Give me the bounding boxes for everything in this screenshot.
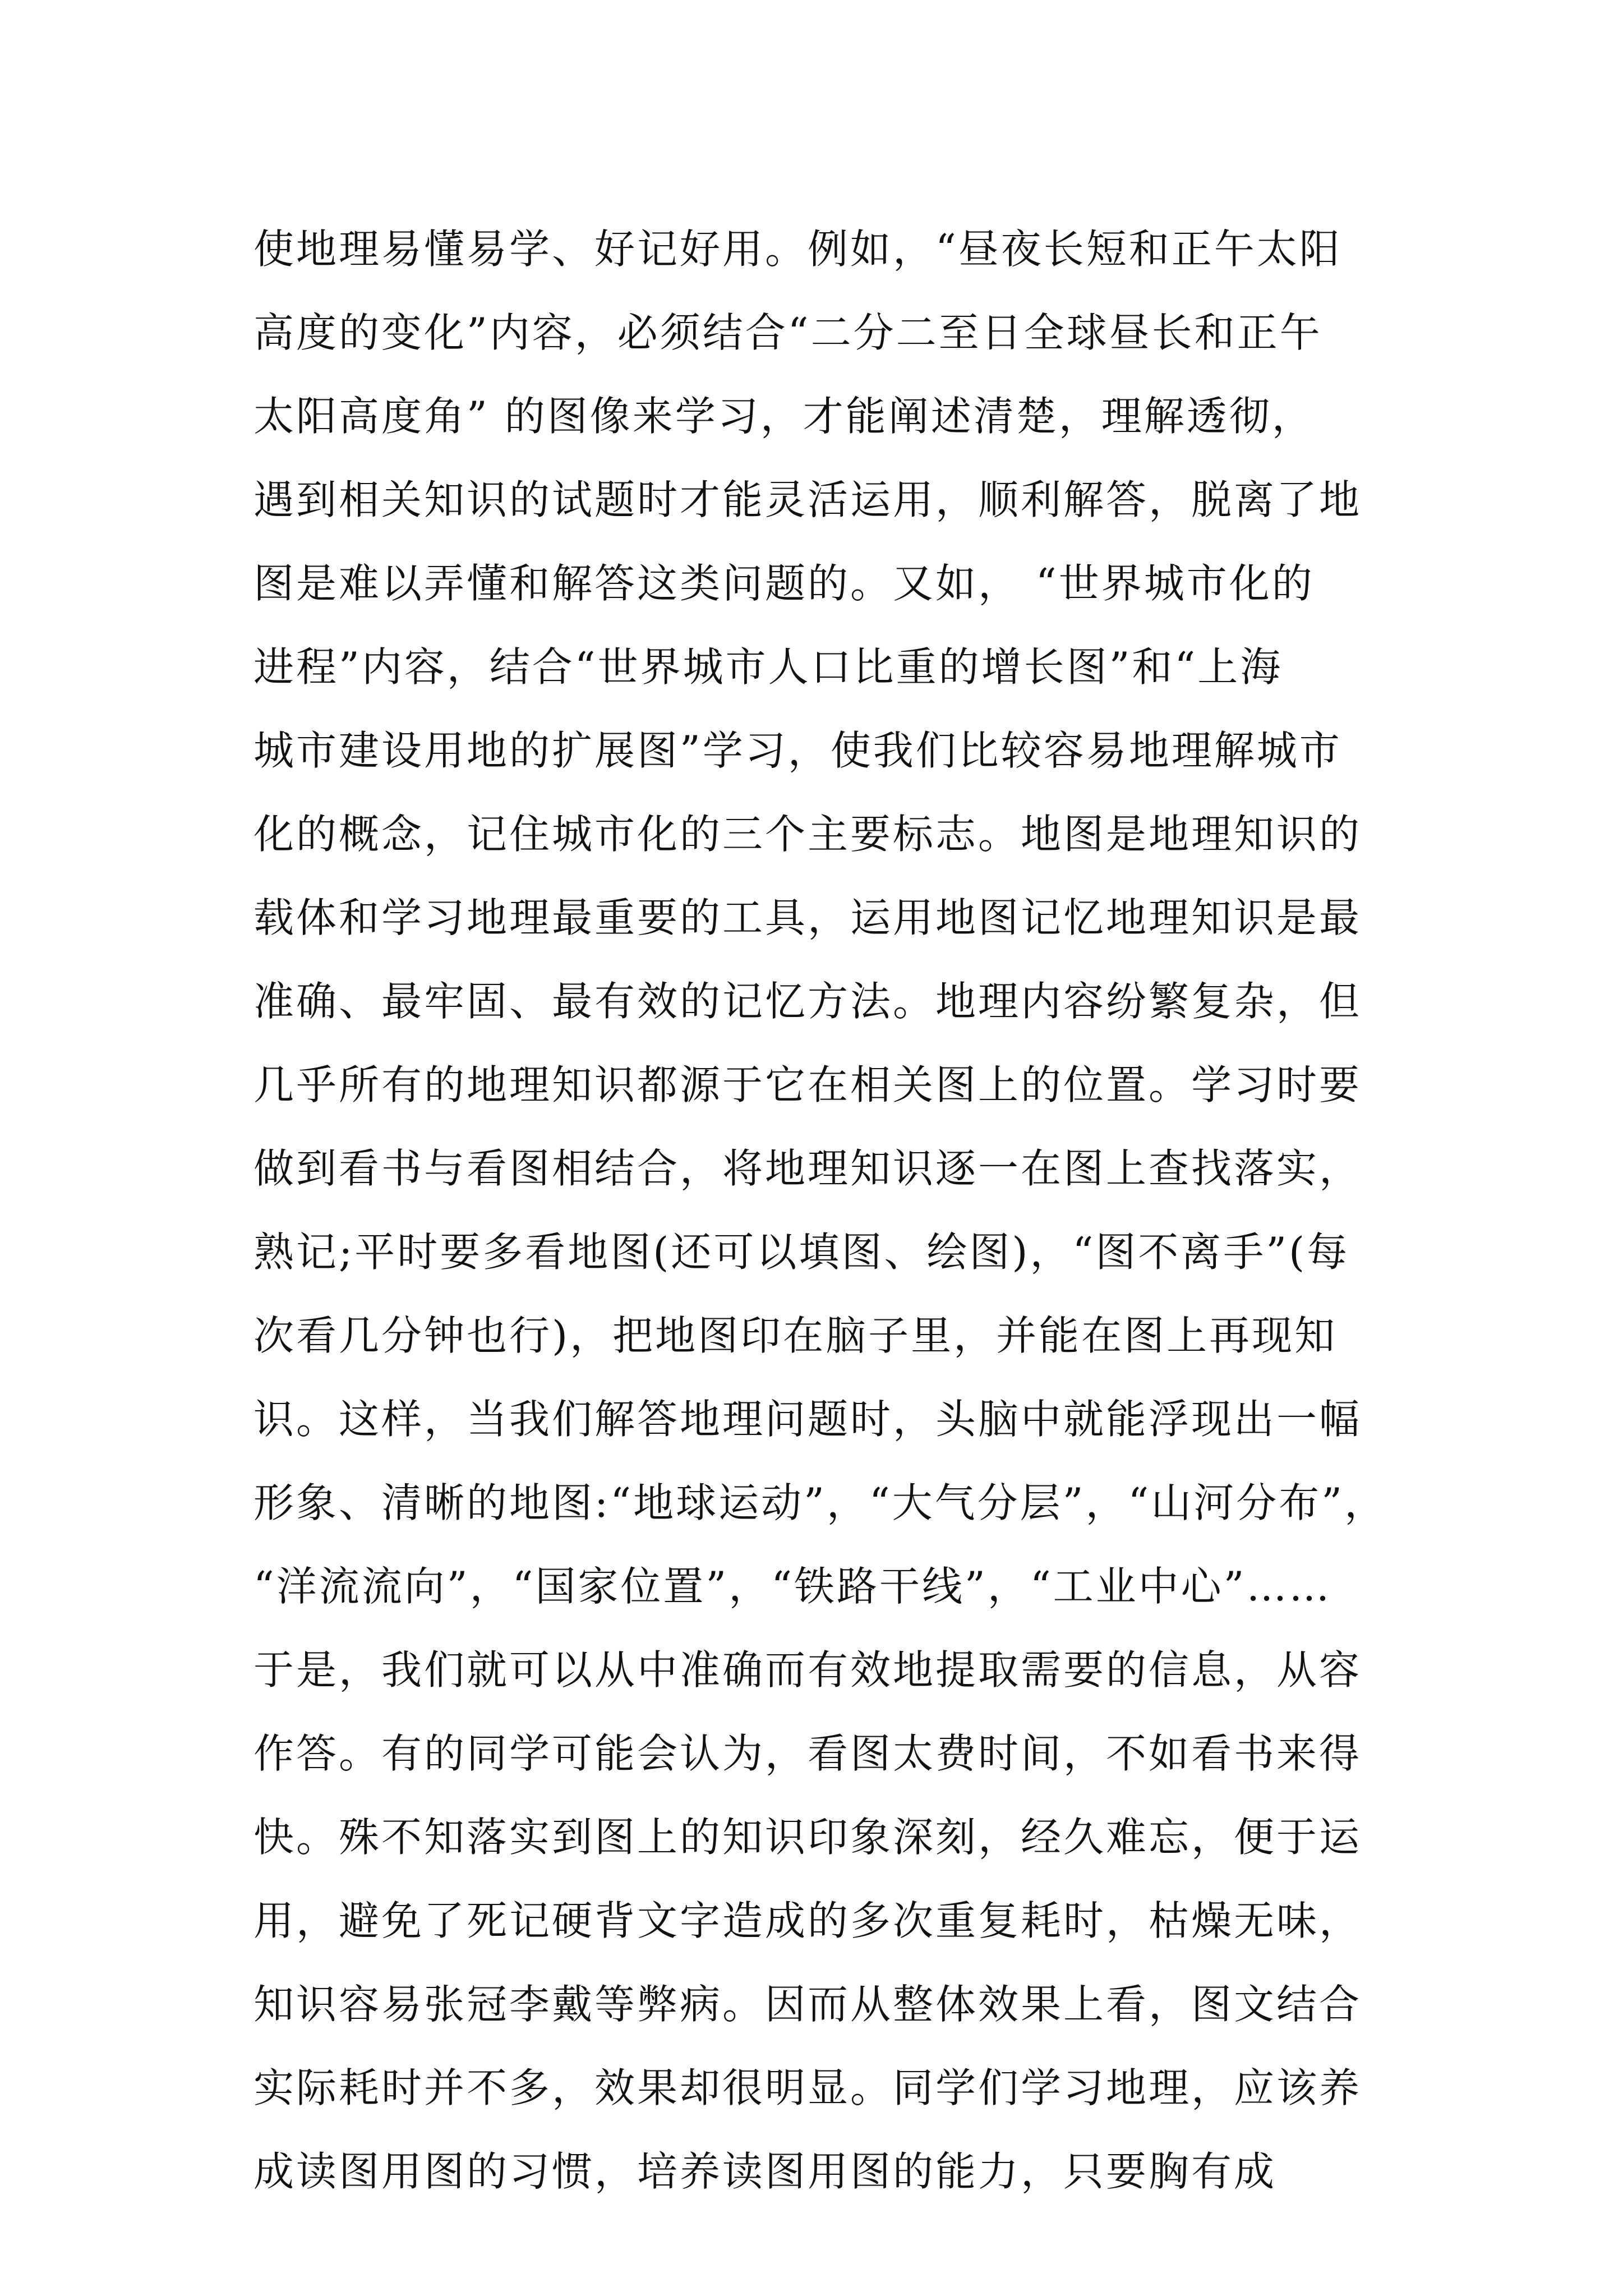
text-line: 形象、清晰的地图:“地球运动”，“大气分层”，“山河分布”， (253, 1479, 1387, 1526)
text-line: 作答。有的同学可能会认为，看图太费时间，不如看书来得 (253, 1730, 1362, 1777)
text-line: 载体和学习地理最重要的工具，运用地图记忆地理知识是最 (253, 894, 1362, 941)
text-line: 几乎所有的地理知识都源于它在相关图上的位置。学习时要 (253, 1061, 1362, 1108)
text-line: 快。殊不知落实到图上的知识印象深刻，经久难忘，便于运 (253, 1814, 1362, 1861)
body-paragraph (253, 208, 1431, 2214)
text-line: 使地理易懂易学、好记好用。例如，“昼夜长短和正午太阳 (253, 226, 1342, 273)
text-line: 进程”内容，结合“世界城市人口比重的增长图”和“上海 (253, 643, 1283, 691)
text-line: 化的概念，记住城市化的三个主要标志。地图是地理知识的 (253, 811, 1362, 858)
text-line: 成读图用图的习惯，培养读图用图的能力，只要胸有成 (253, 2148, 1277, 2195)
text-line: 于是，我们就可以从中准确而有效地提取需要的信息，从容 (253, 1646, 1362, 1694)
text-line: 城市建设用地的扩展图”学习，使我们比较容易地理解城市 (253, 727, 1342, 774)
text-line: “洋流流向”，“国家位置”，“铁路干线”，“工业中心”…… (253, 1563, 1332, 1610)
text-line: 识。这样，当我们解答地理问题时，头脑中就能浮现出一幅 (253, 1396, 1362, 1443)
text-line: 次看几分钟也行)，把地图印在脑子里，并能在图上再现知 (253, 1312, 1338, 1359)
text-line: 太阳高度角” 的图像来学习，才能阐述清楚，理解透彻， (253, 393, 1315, 440)
text-line: 做到看书与看图相结合，将地理知识逐一在图上查找落实， (253, 1145, 1362, 1192)
text-line: 知识容易张冠李戴等弊病。因而从整体效果上看，图文结合 (253, 1981, 1362, 2028)
text-line: 高度的变化”内容，必须结合“二分二至日全球昼长和正午 (253, 309, 1322, 356)
text-line: 实际耗时并不多，效果却很明显。同学们学习地理，应该养 (253, 2064, 1362, 2111)
text-line: 图是难以弄懂和解答这类问题的。又如， “世界城市化的 (253, 560, 1315, 607)
text-line: 遇到相关知识的试题时才能灵活运用，顺利解答，脱离了地 (253, 476, 1362, 523)
text-line: 准确、最牢固、最有效的记忆方法。地理内容纷繁复杂，但 (253, 978, 1362, 1025)
text-line: 熟记;平时要多看地图(还可以填图、绘图)，“图不离手”(每 (253, 1228, 1350, 1276)
text-line: 用，避免了死记硬背文字造成的多次重复耗时，枯燥无味， (253, 1897, 1362, 1944)
